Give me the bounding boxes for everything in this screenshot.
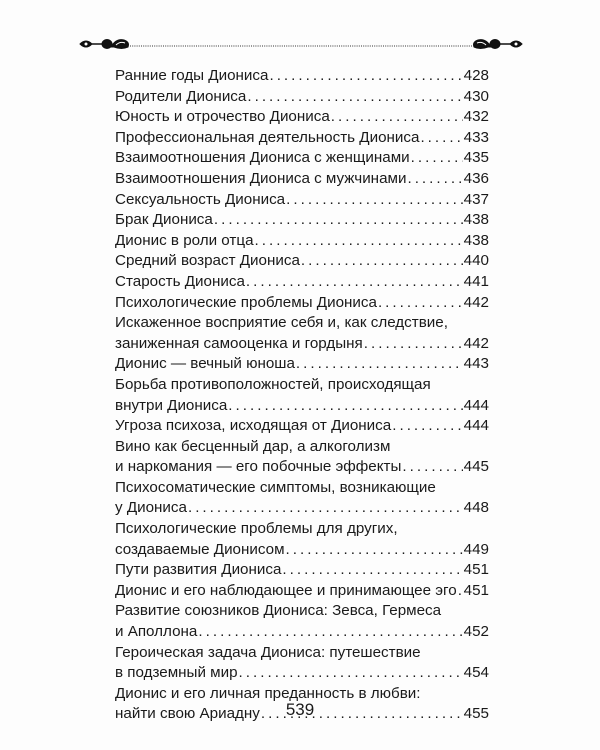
toc-entry-line-final xyxy=(115,66,489,87)
toc-entry-line-final xyxy=(115,334,489,355)
toc-entry-line-final xyxy=(115,396,489,417)
page-number: 539 xyxy=(285,700,315,719)
dot-leader xyxy=(214,210,463,231)
toc-entry-title: найти свою Ариадну xyxy=(115,705,260,723)
toc-entry-line-final xyxy=(115,663,489,684)
toc-entry-title: Взаимоотношения Диониса с женщинами xyxy=(115,149,410,167)
toc-entry-page: 440 xyxy=(463,252,489,270)
toc-entry-page: 452 xyxy=(463,623,489,641)
toc-entry-title: у Диониса xyxy=(115,499,187,517)
toc-entry xyxy=(115,210,489,231)
toc-entry xyxy=(115,87,489,108)
toc-entry xyxy=(115,231,489,252)
toc-entry-title: Брак Диониса xyxy=(115,211,213,229)
dot-leader xyxy=(411,148,463,169)
toc-entry-page: 443 xyxy=(463,355,489,373)
dot-leader xyxy=(198,622,462,643)
toc-entry-page: 433 xyxy=(463,128,489,146)
toc-entry xyxy=(115,601,489,642)
toc-entry-title: Развитие союзников Диониса: Зевса, Гермеса xyxy=(115,602,442,620)
toc-entry-title: Психологические проблемы для других, xyxy=(115,520,398,538)
toc-entry-page: 438 xyxy=(463,231,489,249)
toc-entry-title: Сексуальность Диониса xyxy=(115,190,286,208)
toc-entry-page: 428 xyxy=(463,67,489,84)
toc-entry-page: 430 xyxy=(463,87,489,105)
toc-entry-line-final xyxy=(115,107,489,128)
toc-entry-line xyxy=(115,643,489,664)
toc-entry-page: 432 xyxy=(463,108,489,126)
toc-entry-title: Юность и отрочество Диониса xyxy=(115,108,330,126)
dot-leader xyxy=(420,128,462,149)
toc-entry-title: Искаженное восприятие себя и, как следствие, xyxy=(115,314,448,332)
toc-entry-page: 436 xyxy=(463,169,489,187)
toc-entry xyxy=(115,169,489,190)
toc-entry-line-final xyxy=(115,169,489,190)
toc-entry-page: 442 xyxy=(463,334,489,352)
toc-entry-title: внутри Диониса xyxy=(115,396,228,414)
dot-leader xyxy=(296,354,463,375)
toc-entry-line xyxy=(115,313,489,334)
toc-entry-page: 435 xyxy=(463,149,489,167)
toc-entry xyxy=(115,313,489,354)
toc-entry-title: Психосоматические симптомы, возникающие xyxy=(115,478,436,496)
toc-entry-title: Дионис в роли отца xyxy=(115,231,254,249)
toc-entry xyxy=(115,190,489,211)
toc-entry-line-final xyxy=(115,190,489,211)
toc-entry-title: Вино как бесценный дар, а алкоголизм xyxy=(115,437,391,455)
toc-entry-page: 438 xyxy=(463,211,489,229)
toc-entry-title: Дионис и его наблюдающее и принимающее эго xyxy=(115,581,457,599)
toc-entry-title: создаваемые Дионисом xyxy=(115,540,285,558)
dot-leader xyxy=(378,293,463,314)
toc-entry-title: Пути развития Диониса xyxy=(115,561,282,579)
toc-entry-line-final xyxy=(115,148,489,169)
toc-entry xyxy=(115,293,489,314)
toc-entry-title: Дионис и его личная преданность в любви: xyxy=(115,684,421,702)
toc-entry xyxy=(115,375,489,416)
toc-entry xyxy=(115,581,489,602)
toc-entry xyxy=(115,354,489,375)
toc-entry-line-final xyxy=(115,498,489,519)
toc-entry-title: Ранние годы Диониса xyxy=(115,67,269,84)
toc-entry-page: 454 xyxy=(463,664,489,682)
toc-entry-title: Средний возраст Диониса xyxy=(115,252,300,270)
dot-leader xyxy=(228,396,462,417)
toc-entry-page: 448 xyxy=(463,499,489,517)
toc-entry-title: в подземный мир xyxy=(115,664,238,682)
dot-leader xyxy=(188,498,463,519)
dot-leader xyxy=(407,169,462,190)
toc-entry-title: Героическая задача Диониса: путешествие xyxy=(115,643,421,661)
toc-entry-title: и наркомания — его побочные эффекты xyxy=(115,458,402,476)
toc-entry-line-final xyxy=(115,210,489,231)
toc-entry-line-final xyxy=(115,293,489,314)
toc-entry xyxy=(115,251,489,272)
dot-leader xyxy=(364,334,463,355)
toc-entry-title: Профессиональная деятельность Диониса xyxy=(115,128,420,146)
toc-entry-line xyxy=(115,601,489,622)
toc-entry xyxy=(115,107,489,128)
toc-entry-line-final xyxy=(115,560,489,581)
toc-entry-line-final xyxy=(115,457,489,478)
toc-entry-title: Старость Диониса xyxy=(115,272,245,290)
dot-leader xyxy=(247,87,462,108)
toc-entry xyxy=(115,128,489,149)
dot-leader xyxy=(286,540,463,561)
toc-entry-page: 444 xyxy=(463,396,489,414)
toc-entry-line-final xyxy=(115,251,489,272)
toc-entry-page: 441 xyxy=(463,272,489,290)
toc-entry xyxy=(115,272,489,293)
toc-entry-title: Взаимоотношения Диониса с мужчинами xyxy=(115,169,407,187)
dot-leader xyxy=(331,107,463,128)
toc-entry xyxy=(115,519,489,560)
table-of-contents xyxy=(115,66,489,725)
toc-entry-page: 451 xyxy=(463,561,489,579)
toc-entry-line-final xyxy=(115,622,489,643)
dot-leader xyxy=(458,581,463,602)
toc-entry-page: 437 xyxy=(463,190,489,208)
toc-entry xyxy=(115,66,489,87)
dot-leader xyxy=(239,663,463,684)
toc-entry xyxy=(115,560,489,581)
dot-leader xyxy=(301,251,463,272)
toc-entry-line-final xyxy=(115,354,489,375)
dot-leader xyxy=(269,66,462,87)
toc-entry-page: 455 xyxy=(463,705,489,723)
toc-entry-title: Угроза психоза, исходящая от Диониса xyxy=(115,417,392,435)
toc-entry-line-final xyxy=(115,272,489,293)
toc-entry-line-final xyxy=(115,128,489,149)
toc-entry xyxy=(115,643,489,684)
dot-leader xyxy=(246,272,463,293)
toc-entry-page: 445 xyxy=(463,458,489,476)
dot-leader xyxy=(255,231,463,252)
toc-entry-line-final xyxy=(115,540,489,561)
toc-entry-line-final xyxy=(115,231,489,252)
dot-leader xyxy=(402,457,462,478)
toc-entry-title: Дионис — вечный юноша xyxy=(115,355,295,373)
dot-leader xyxy=(286,190,463,211)
toc-entry xyxy=(115,416,489,437)
toc-entry-line xyxy=(115,478,489,499)
toc-entry-line xyxy=(115,437,489,458)
decorative-rule-ornament xyxy=(78,36,524,52)
toc-entry-title: Психологические проблемы Диониса xyxy=(115,293,377,311)
toc-entry-page: 449 xyxy=(463,540,489,558)
toc-entry-line xyxy=(115,519,489,540)
toc-entry xyxy=(115,148,489,169)
toc-entry-page: 442 xyxy=(463,293,489,311)
toc-entry xyxy=(115,437,489,478)
toc-entry-title: Родители Диониса xyxy=(115,87,247,105)
toc-entry-line-final xyxy=(115,416,489,437)
toc-entry-title: и Аполлона xyxy=(115,623,198,641)
toc-entry-line-final xyxy=(115,87,489,108)
toc-entry-title: Борьба противоположностей, происходящая xyxy=(115,375,431,393)
toc-entry-line-final xyxy=(115,581,489,602)
toc-entry-line xyxy=(115,375,489,396)
dot-leader xyxy=(282,560,462,581)
toc-entry-page: 451 xyxy=(463,581,489,599)
toc-entry-title: заниженная самооценка и гордыня xyxy=(115,334,363,352)
toc-entry-page: 444 xyxy=(463,417,489,435)
toc-entry xyxy=(115,478,489,519)
dot-leader xyxy=(392,416,462,437)
